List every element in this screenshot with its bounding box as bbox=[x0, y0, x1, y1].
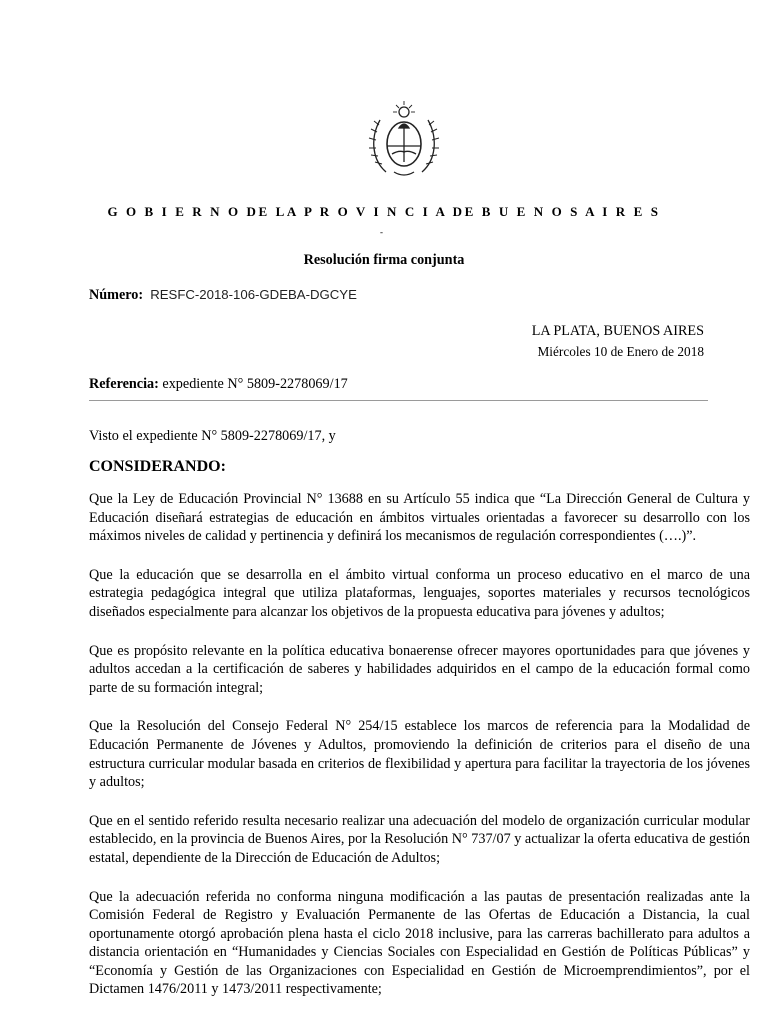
paragraph: Que la Resolución del Consejo Federal N° 254/15 establece los marcos de referencia para la Modalidad de Educación Permanente de Jóvenes y Adultos, promoviendo la definición de criterios para el diseño de una estructura curricular modular basada en criterios de flexibilidad y apertura para facilitar la trayectoria de los jóvenes y adultos; bbox=[89, 718, 750, 791]
numero-label: Número: bbox=[89, 287, 144, 303]
numero-line bbox=[89, 286, 357, 305]
considerando-paragraphs bbox=[89, 490, 750, 1019]
paragraph: Que es propósito relevante en la política educativa bonaerense ofrecer mayores oportunidades para que jóvenes y adultos accedan a la certificación de saberes y habilidades adquiridos en el campo de la educación formal como parte de su formación integral; bbox=[89, 642, 750, 696]
paragraph: Que en el sentido referido resulta necesario realizar una adecuación del modelo de organización curricular modular establecido, en la provincia de Buenos Aires, por la Resolución N° 737/07 y actualizar la oferta educativa de gestión estatal, dependiente de la Dirección de Educación de Adultos; bbox=[89, 812, 750, 866]
divider bbox=[89, 400, 708, 401]
paragraph: Que la Ley de Educación Provincial N° 13688 en su Artículo 55 indica que “La Dirección General de Cultura y Educación diseñará estrategias de educación en ámbitos virtuales orientadas a favorecer su desarrollo con los máximos niveles de calidad y pertinencia y definirá los mecanismos de regulación correspondientes (….)”. bbox=[89, 491, 750, 545]
considerando-heading: CONSIDERANDO: bbox=[89, 458, 226, 475]
visto-line: Visto el expediente N° 5809-2278069/17, y bbox=[89, 428, 336, 444]
header-mark: - bbox=[380, 227, 383, 237]
numero-value: RESFC-2018-106-GDEBA-DGCYE bbox=[150, 287, 357, 302]
government-header: G O B I E R N O DE LA P R O V I N C I A DE B U E N O S A I R E S bbox=[107, 204, 661, 219]
date: Miércoles 10 de Enero de 2018 bbox=[537, 343, 704, 359]
place-and-date bbox=[532, 322, 704, 361]
referencia-label: Referencia: bbox=[89, 376, 159, 392]
referencia-value: expediente N° 5809-2278069/17 bbox=[162, 376, 348, 392]
paragraph: Que la adecuación referida no conforma ninguna modificación a las pautas de presentación realizadas ante la Comisión Federal de Registro y Evaluación Permanente de las Ofertas de Educación a Distancia, la cual oportunamente otorgó aprobación plena hasta el ciclo 2018 inclusive, para las carreras bachillerato para adultos a distancia orientación en “Humanidades y Ciencias Sociales con Especialidad en Gestión de Políticas Públicas” y “Economía y Gestión de las Organizaciones con Especialidad en Gestión de Microemprendimientos”, por el Dictamen 1476/2011 y 1473/2011 respectivamente; bbox=[89, 888, 750, 998]
provincia-coat-of-arms-icon bbox=[366, 98, 442, 180]
paragraph: Que la educación que se desarrolla en el ámbito virtual conforma un proceso educativo en el marco de una estrategia pedagógica integral que utiliza plataformas, lenguajes, soportes materiales y recursos tecnológicos diseñados especialmente para alcanzar los objetivos de la propuesta educativa para jóvenes y adultos; bbox=[89, 566, 750, 620]
city: LA PLATA, BUENOS AIRES bbox=[531, 323, 704, 339]
resolution-title: Resolución firma conjunta bbox=[303, 252, 465, 268]
referencia-line bbox=[89, 375, 348, 394]
